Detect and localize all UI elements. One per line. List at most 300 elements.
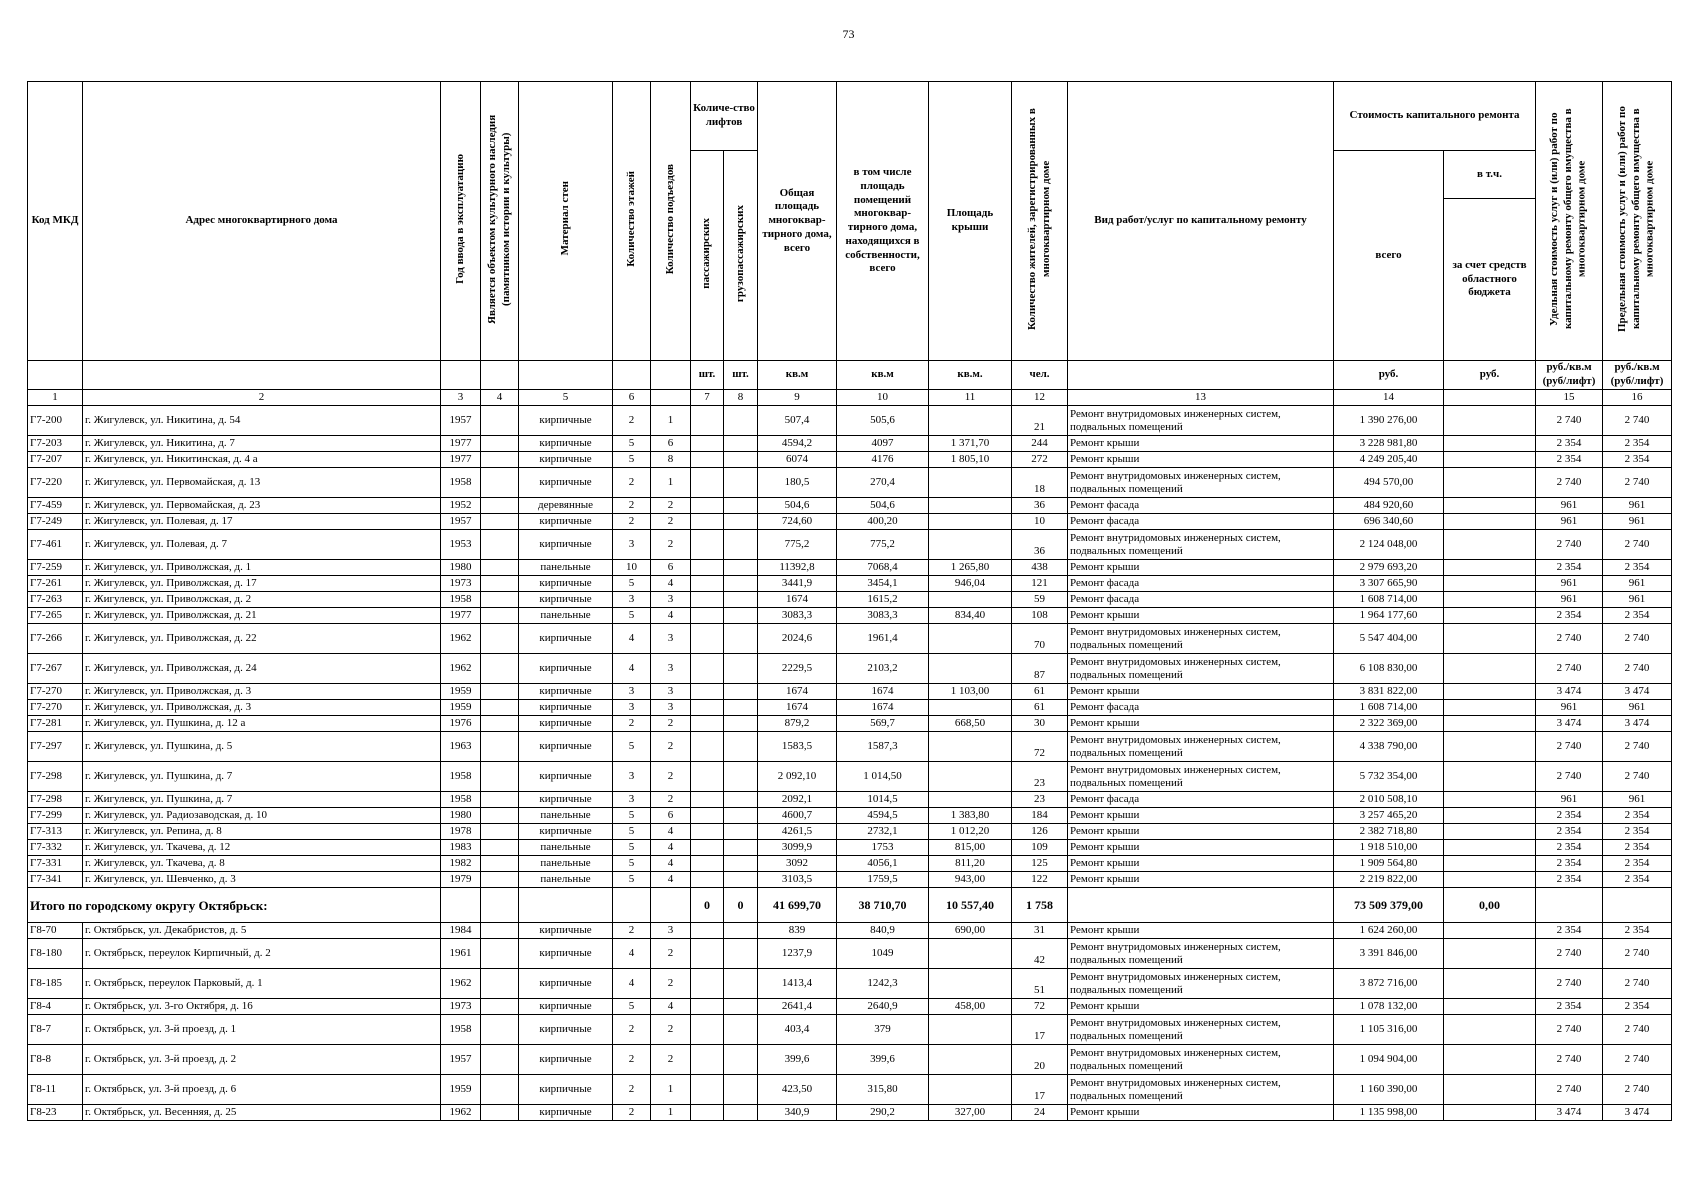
table-row [28,969,1672,999]
cell-work-type: Ремонт фасада [1068,498,1334,514]
cell-work-type: Ремонт внутридомовых инженерных систем, подвальных помещений [1068,732,1334,762]
cell-address: г. Жигулевск, ул. Никитинская, д. 4 а [83,452,441,468]
cell-lifts-cargo [724,1015,758,1045]
cell-work-type: Ремонт внутридомовых инженерных систем, подвальных помещений [1068,406,1334,436]
cell-residents: 17 [1012,1075,1068,1105]
cell-unit-cost: 2 354 [1536,923,1603,939]
cell-cost-regional [1444,969,1536,999]
cell-address: г. Жигулевск, ул. Приволжская, д. 21 [83,608,441,624]
cell-unit-cost: 2 354 [1536,452,1603,468]
cell-residents: 244 [1012,436,1068,452]
cell-residents: 10 [1012,514,1068,530]
cell-cost-total: 3 307 665,90 [1334,576,1444,592]
cell-work-type: Ремонт крыши [1068,840,1334,856]
cell-limit-cost: 2 740 [1603,762,1672,792]
header-address: Адрес многоквартирного дома [83,82,441,361]
cell-floors: 3 [613,700,651,716]
capital-repair-table [27,81,1672,1121]
cell-unit-cost: 2 354 [1536,560,1603,576]
cell-lifts-cargo [724,576,758,592]
header-cost-total: всего [1334,151,1444,361]
cell-lifts-pass [691,592,724,608]
cell-unit-cost: 2 740 [1536,762,1603,792]
cell-limit-cost: 2 354 [1603,436,1672,452]
cell-lifts-cargo [724,498,758,514]
cell-residents: 30 [1012,716,1068,732]
cell-wall: панельные [519,808,613,824]
cell-roof-area: 1 371,70 [929,436,1012,452]
total-empty [613,888,651,923]
cell-heritage [481,576,519,592]
cell-cost-regional [1444,452,1536,468]
cell-residents: 72 [1012,732,1068,762]
cell-work-type: Ремонт фасада [1068,792,1334,808]
cell-lifts-pass [691,1105,724,1121]
cell-residents: 61 [1012,700,1068,716]
cell-lifts-cargo [724,1105,758,1121]
cell-area-total: 6074 [758,452,837,468]
cell-area-owned: 4176 [837,452,929,468]
unit-sqm: кв.м. [929,361,1012,390]
cell-code: Г7-270 [28,684,83,700]
cell-roof-area: 690,00 [929,923,1012,939]
cell-heritage [481,1015,519,1045]
cell-unit-cost: 961 [1536,792,1603,808]
cell-heritage [481,406,519,436]
cell-work-type: Ремонт фасада [1068,700,1334,716]
column-number [651,390,691,406]
cell-wall: панельные [519,856,613,872]
cell-cost-total: 3 257 465,20 [1334,808,1444,824]
cell-lifts-cargo [724,872,758,888]
cell-lifts-pass [691,840,724,856]
cell-unit-cost: 2 354 [1536,436,1603,452]
cell-floors: 5 [613,732,651,762]
cell-roof-area: 811,20 [929,856,1012,872]
cell-entrances: 2 [651,498,691,514]
cell-area-owned: 505,6 [837,406,929,436]
cell-area-owned: 1961,4 [837,624,929,654]
cell-roof-area [929,700,1012,716]
table-row [28,654,1672,684]
column-number [1444,390,1536,406]
cell-area-owned: 3454,1 [837,576,929,592]
cell-area-owned: 2640,9 [837,999,929,1015]
cell-lifts-pass [691,1045,724,1075]
cell-area-total: 180,5 [758,468,837,498]
cell-heritage [481,700,519,716]
table-row [28,560,1672,576]
cell-unit-cost: 2 740 [1536,654,1603,684]
cell-area-total: 2092,1 [758,792,837,808]
cell-year: 1959 [441,1075,481,1105]
cell-address: г. Октябрьск, ул. 3-й проезд, д. 6 [83,1075,441,1105]
cell-work-type: Ремонт крыши [1068,608,1334,624]
cell-entrances: 2 [651,792,691,808]
cell-lifts-pass [691,808,724,824]
unit-rub-sqm: руб./кв.м (руб/лифт) [1536,361,1603,390]
column-number: 3 [441,390,481,406]
cell-cost-regional [1444,716,1536,732]
cell-floors: 3 [613,530,651,560]
cell-year: 1962 [441,654,481,684]
cell-floors: 2 [613,1075,651,1105]
cell-heritage [481,808,519,824]
cell-year: 1979 [441,872,481,888]
cell-area-owned: 775,2 [837,530,929,560]
cell-code: Г7-341 [28,872,83,888]
cell-area-owned: 504,6 [837,498,929,514]
cell-entrances: 2 [651,969,691,999]
cell-lifts-pass [691,468,724,498]
cell-roof-area [929,1075,1012,1105]
cell-limit-cost: 2 740 [1603,624,1672,654]
cell-year: 1958 [441,792,481,808]
total-empty [519,888,613,923]
header-entrances: Количество подъездов [651,82,691,361]
cell-wall: панельные [519,840,613,856]
cell-code: Г8-70 [28,923,83,939]
cell-floors: 10 [613,560,651,576]
cell-wall: кирпичные [519,792,613,808]
cell-address: г. Жигулевск, ул. Ткачева, д. 8 [83,856,441,872]
cell-floors: 2 [613,1045,651,1075]
cell-residents: 184 [1012,808,1068,824]
cell-cost-regional [1444,923,1536,939]
cell-year: 1977 [441,452,481,468]
cell-heritage [481,436,519,452]
cell-limit-cost: 2 354 [1603,560,1672,576]
cell-address: г. Октябрьск, ул. Декабристов, д. 5 [83,923,441,939]
cell-roof-area: 946,04 [929,576,1012,592]
cell-work-type: Ремонт крыши [1068,436,1334,452]
cell-area-owned: 1615,2 [837,592,929,608]
cell-wall: кирпичные [519,514,613,530]
cell-floors: 5 [613,872,651,888]
total-area-owned: 38 710,70 [837,888,929,923]
total-empty [1536,888,1603,923]
cell-cost-regional [1444,468,1536,498]
cell-work-type: Ремонт фасада [1068,514,1334,530]
cell-floors: 5 [613,808,651,824]
cell-cost-regional [1444,684,1536,700]
cell-cost-regional [1444,530,1536,560]
cell-entrances: 4 [651,576,691,592]
cell-floors: 2 [613,716,651,732]
cell-floors: 5 [613,856,651,872]
table-row [28,1015,1672,1045]
cell-cost-total: 1 624 260,00 [1334,923,1444,939]
cell-work-type: Ремонт крыши [1068,560,1334,576]
cell-limit-cost: 961 [1603,700,1672,716]
cell-lifts-pass [691,452,724,468]
cell-heritage [481,654,519,684]
cell-residents: 23 [1012,762,1068,792]
cell-residents: 18 [1012,468,1068,498]
cell-limit-cost: 3 474 [1603,684,1672,700]
cell-code: Г7-313 [28,824,83,840]
cell-floors: 5 [613,999,651,1015]
column-number: 9 [758,390,837,406]
cell-entrances: 1 [651,468,691,498]
cell-wall: кирпичные [519,923,613,939]
cell-roof-area: 834,40 [929,608,1012,624]
cell-lifts-cargo [724,840,758,856]
cell-limit-cost: 2 740 [1603,939,1672,969]
cell-year: 1984 [441,923,481,939]
cell-heritage [481,514,519,530]
cell-unit-cost: 2 354 [1536,872,1603,888]
cell-roof-area [929,1015,1012,1045]
cell-cost-total: 1 105 316,00 [1334,1015,1444,1045]
cell-work-type: Ремонт крыши [1068,684,1334,700]
header-roof-area: Площадь крыши [929,82,1012,361]
cell-wall: кирпичные [519,700,613,716]
cell-code: Г7-207 [28,452,83,468]
cell-area-owned: 1674 [837,700,929,716]
cell-wall: кирпичные [519,969,613,999]
cell-address: г. Жигулевск, ул. Приволжская, д. 3 [83,684,441,700]
cell-entrances: 2 [651,732,691,762]
cell-limit-cost: 2 354 [1603,452,1672,468]
cell-area-owned: 1014,5 [837,792,929,808]
cell-residents: 109 [1012,840,1068,856]
cell-cost-total: 2 010 508,10 [1334,792,1444,808]
cell-floors: 5 [613,576,651,592]
cell-address: г. Жигулевск, ул. Пушкина, д. 12 а [83,716,441,732]
cell-unit-cost: 961 [1536,576,1603,592]
cell-wall: кирпичные [519,732,613,762]
cell-roof-area [929,406,1012,436]
cell-work-type: Ремонт крыши [1068,999,1334,1015]
cell-residents: 122 [1012,872,1068,888]
cell-residents: 23 [1012,792,1068,808]
cell-area-total: 4261,5 [758,824,837,840]
total-empty [441,888,481,923]
header-area-owned: в том числе площадь помещений многоквар-тирного дома, находящихся в собственности, всего [837,82,929,361]
cell-year: 1977 [441,436,481,452]
cell-cost-total: 2 219 822,00 [1334,872,1444,888]
cell-code: Г8-185 [28,969,83,999]
cell-roof-area [929,530,1012,560]
cell-cost-regional [1444,939,1536,969]
column-number: 8 [724,390,758,406]
cell-cost-regional [1444,560,1536,576]
cell-wall: кирпичные [519,452,613,468]
cell-code: Г7-200 [28,406,83,436]
cell-residents: 70 [1012,624,1068,654]
cell-area-total: 879,2 [758,716,837,732]
cell-limit-cost: 2 354 [1603,824,1672,840]
cell-residents: 438 [1012,560,1068,576]
cell-wall: кирпичные [519,762,613,792]
cell-cost-total: 696 340,60 [1334,514,1444,530]
unit-pcs: шт. [691,361,724,390]
cell-cost-total: 1 918 510,00 [1334,840,1444,856]
table-row [28,732,1672,762]
cell-lifts-cargo [724,406,758,436]
cell-wall: кирпичные [519,576,613,592]
cell-limit-cost: 961 [1603,576,1672,592]
cell-lifts-cargo [724,856,758,872]
total-lifts-pass: 0 [691,888,724,923]
column-number: 11 [929,390,1012,406]
cell-year: 1983 [441,840,481,856]
cell-work-type: Ремонт крыши [1068,452,1334,468]
column-number: 16 [1603,390,1672,406]
cell-residents: 121 [1012,576,1068,592]
cell-heritage [481,732,519,762]
cell-year: 1982 [441,856,481,872]
cell-area-total: 1583,5 [758,732,837,762]
cell-address: г. Октябрьск, переулок Кирпичный, д. 2 [83,939,441,969]
cell-entrances: 1 [651,1105,691,1121]
cell-lifts-pass [691,824,724,840]
cell-area-total: 2229,5 [758,654,837,684]
cell-residents: 42 [1012,939,1068,969]
cell-area-owned: 4594,5 [837,808,929,824]
cell-year: 1957 [441,406,481,436]
cell-entrances: 2 [651,939,691,969]
cell-address: г. Октябрьск, ул. 3-го Октября, д. 16 [83,999,441,1015]
cell-cost-total: 1 608 714,00 [1334,700,1444,716]
cell-roof-area: 1 103,00 [929,684,1012,700]
cell-residents: 126 [1012,824,1068,840]
cell-cost-regional [1444,608,1536,624]
cell-wall: кирпичные [519,530,613,560]
cell-area-total: 1674 [758,700,837,716]
cell-entrances: 4 [651,840,691,856]
cell-work-type: Ремонт внутридомовых инженерных систем, подвальных помещений [1068,1015,1334,1045]
page-number: 73 [842,27,855,41]
cell-address: г. Жигулевск, ул. Приволжская, д. 22 [83,624,441,654]
cell-area-total: 423,50 [758,1075,837,1105]
cell-year: 1973 [441,999,481,1015]
cell-roof-area: 1 012,20 [929,824,1012,840]
cell-unit-cost: 3 474 [1536,1105,1603,1121]
cell-cost-total: 4 249 205,40 [1334,452,1444,468]
cell-work-type: Ремонт внутридомовых инженерных систем, подвальных помещений [1068,468,1334,498]
cell-limit-cost: 961 [1603,792,1672,808]
cell-entrances: 8 [651,452,691,468]
cell-wall: кирпичные [519,468,613,498]
cell-roof-area: 815,00 [929,840,1012,856]
cell-year: 1958 [441,468,481,498]
cell-lifts-pass [691,969,724,999]
cell-limit-cost: 2 740 [1603,530,1672,560]
cell-unit-cost: 2 740 [1536,969,1603,999]
cell-area-total: 3441,9 [758,576,837,592]
cell-heritage [481,872,519,888]
cell-lifts-cargo [724,999,758,1015]
cell-unit-cost: 2 354 [1536,824,1603,840]
cell-address: г. Жигулевск, ул. Пушкина, д. 7 [83,762,441,792]
cell-lifts-cargo [724,560,758,576]
cell-address: г. Октябрьск, переулок Парковый, д. 1 [83,969,441,999]
cell-roof-area: 458,00 [929,999,1012,1015]
cell-entrances: 2 [651,1015,691,1045]
cell-work-type: Ремонт внутридомовых инженерных систем, подвальных помещений [1068,624,1334,654]
cell-year: 1977 [441,608,481,624]
header-lifts-pass: пассажирских [691,151,724,361]
column-number: 5 [519,390,613,406]
cell-year: 1963 [441,732,481,762]
total-label: Итого по городскому округу Октябрьск: [28,888,441,923]
cell-cost-total: 1 390 276,00 [1334,406,1444,436]
cell-work-type: Ремонт крыши [1068,923,1334,939]
cell-roof-area: 1 805,10 [929,452,1012,468]
cell-work-type: Ремонт крыши [1068,1105,1334,1121]
cell-year: 1959 [441,700,481,716]
cell-code: Г7-281 [28,716,83,732]
cell-residents: 20 [1012,1045,1068,1075]
cell-heritage [481,969,519,999]
cell-code: Г7-332 [28,840,83,856]
total-empty [651,888,691,923]
cell-cost-regional [1444,840,1536,856]
cell-cost-total: 1 078 132,00 [1334,999,1444,1015]
cell-address: г. Жигулевск, ул. Радиозаводская, д. 10 [83,808,441,824]
cell-unit-cost: 2 354 [1536,608,1603,624]
cell-heritage [481,1105,519,1121]
total-cost: 73 509 379,00 [1334,888,1444,923]
cell-area-total: 1237,9 [758,939,837,969]
table-row [28,530,1672,560]
cell-residents: 36 [1012,498,1068,514]
cell-year: 1952 [441,498,481,514]
cell-unit-cost: 2 354 [1536,840,1603,856]
cell-entrances: 1 [651,406,691,436]
cell-work-type: Ремонт внутридомовых инженерных систем, подвальных помещений [1068,654,1334,684]
table-row [28,684,1672,700]
table-row [28,406,1672,436]
cell-area-total: 507,4 [758,406,837,436]
table-row [28,939,1672,969]
cell-year: 1957 [441,514,481,530]
header-work-type: Вид работ/услуг по капитальному ремонту [1068,82,1334,361]
cell-entrances: 4 [651,856,691,872]
table-row [28,999,1672,1015]
cell-roof-area [929,624,1012,654]
cell-wall: панельные [519,560,613,576]
cell-heritage [481,530,519,560]
cell-address: г. Жигулевск, ул. Приволжская, д. 17 [83,576,441,592]
cell-area-total: 724,60 [758,514,837,530]
cell-year: 1962 [441,1105,481,1121]
cell-roof-area [929,732,1012,762]
cell-wall: кирпичные [519,1105,613,1121]
cell-lifts-pass [691,716,724,732]
cell-address: г. Жигулевск, ул. Приволжская, д. 24 [83,654,441,684]
cell-work-type: Ремонт крыши [1068,856,1334,872]
cell-work-type: Ремонт крыши [1068,808,1334,824]
cell-lifts-cargo [724,969,758,999]
cell-code: Г7-299 [28,808,83,824]
cell-wall: кирпичные [519,406,613,436]
cell-unit-cost: 2 740 [1536,1015,1603,1045]
column-number: 13 [1068,390,1334,406]
cell-area-owned: 3083,3 [837,608,929,624]
total-area-total: 41 699,70 [758,888,837,923]
cell-residents: 17 [1012,1015,1068,1045]
header-cost-group: Стоимость капитального ремонта [1334,82,1536,151]
cell-year: 1962 [441,624,481,654]
cell-lifts-cargo [724,608,758,624]
header-cost-regional: за счет средств областного бюджета [1444,199,1536,361]
cell-roof-area [929,939,1012,969]
cell-lifts-cargo [724,436,758,452]
cell-limit-cost: 3 474 [1603,716,1672,732]
